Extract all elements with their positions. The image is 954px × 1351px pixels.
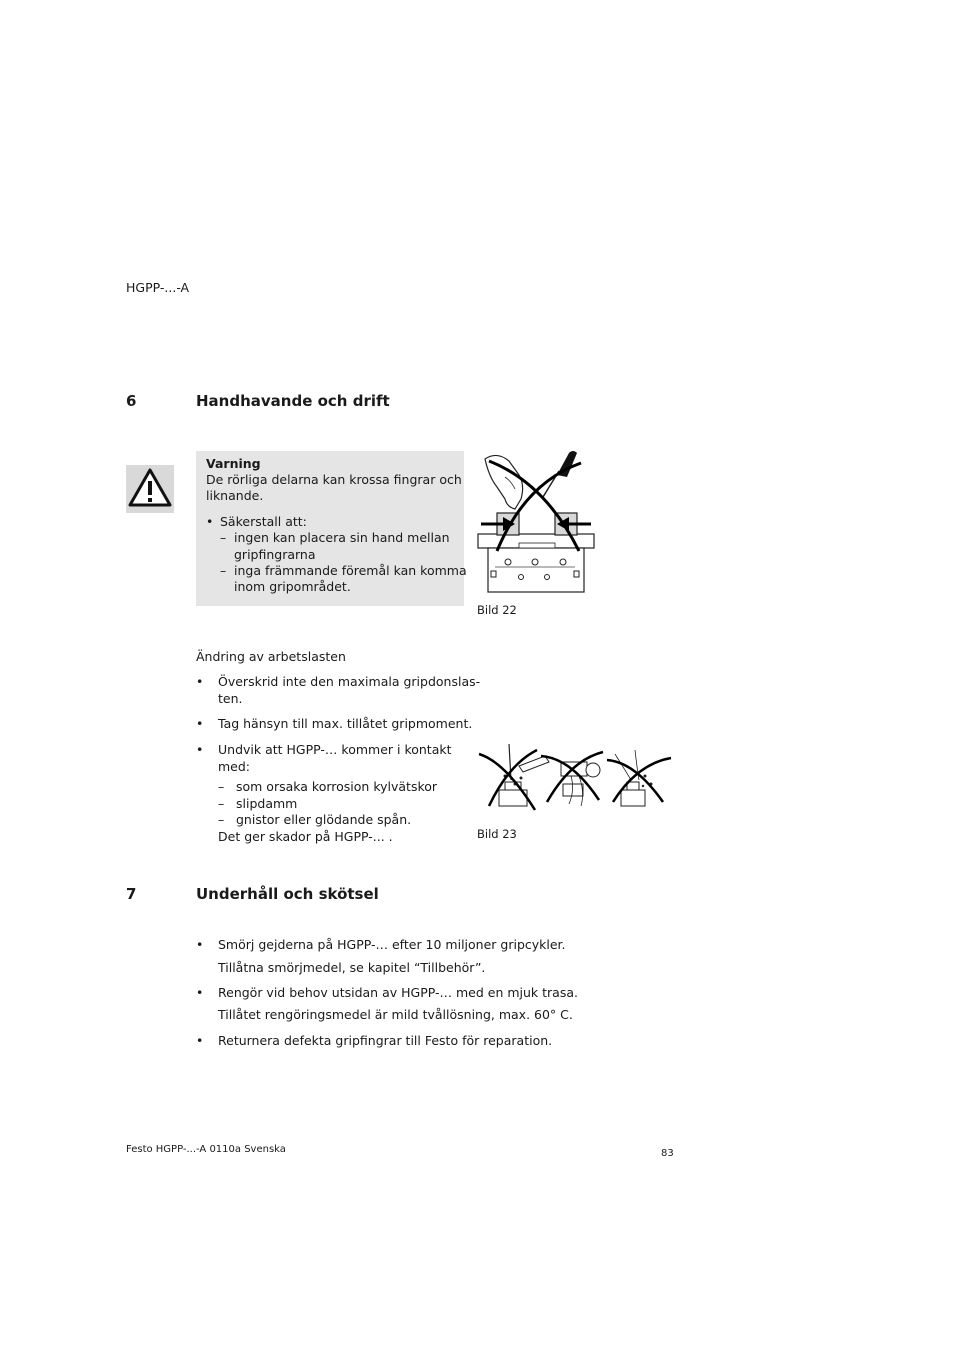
section-7-number: 7 (126, 885, 137, 903)
section-7-title: Underhåll och skötsel (196, 885, 379, 903)
bullet-mark: • (196, 985, 204, 1000)
warning-text-line2: liknande. (206, 488, 264, 503)
dash-mark: – (218, 779, 225, 794)
workload-bullet3-line2: med: (218, 759, 251, 774)
dash-mark: – (218, 812, 225, 827)
bullet-mark: • (196, 742, 204, 757)
bullet-mark: • (206, 514, 214, 529)
dash-mark: – (218, 796, 225, 811)
figure-22-caption: Bild 22 (477, 603, 517, 617)
workload-bullet1-line1: Överskrid inte den maximala gripdonslas- (218, 674, 481, 689)
warning-dash2-line1: inga främmande föremål kan komma (234, 563, 467, 578)
section-6-title: Handhavande och drift (196, 392, 390, 410)
workload-heading: Ändring av arbetslasten (196, 649, 346, 664)
bullet-mark: • (196, 937, 204, 952)
maintenance-bullet2-line2: Tillåtet rengöringsmedel är mild tvållösning, max. 60° C. (218, 1007, 573, 1022)
workload-bullet1-line2: ten. (218, 691, 243, 706)
maintenance-bullet2-line1: Rengör vid behov utsidan av HGPP-… med en mjuk trasa. (218, 985, 578, 1000)
warning-icon (126, 465, 174, 513)
dash-mark: – (220, 563, 227, 578)
workload-note: Det ger skador på HGPP-... . (218, 829, 393, 844)
maintenance-bullet1-line2: Tillåtna smörjmedel, se kapitel “Tillbehör”. (218, 960, 486, 975)
section-6-number: 6 (126, 392, 137, 410)
bullet-mark: • (196, 716, 204, 731)
figure-22-gripper-crush-hazard (475, 447, 600, 595)
workload-dash2: slipdamm (236, 796, 298, 811)
warning-bullet: Säkerstall att: (220, 514, 307, 529)
warning-text-line1: De rörliga delarna kan krossa fingrar och (206, 472, 462, 487)
footer-doc-info: Festo HGPP-...-A 0110a Svenska (126, 1144, 286, 1155)
figure-23-caption: Bild 23 (477, 827, 517, 841)
page-number: 83 (661, 1148, 674, 1159)
warning-dash2-line2: inom gripområdet. (234, 579, 351, 594)
doc-header: HGPP-...-A (126, 280, 190, 295)
bullet-mark: • (196, 1033, 204, 1048)
warning-dash1-line1: ingen kan placera sin hand mellan (234, 530, 450, 545)
workload-dash3: gnistor eller glödande spån. (236, 812, 412, 827)
workload-bullet2: Tag hänsyn till max. tillåtet gripmoment. (218, 716, 473, 731)
maintenance-bullet1-line1: Smörj gejderna på HGPP-… efter 10 miljoner gripcykler. (218, 937, 566, 952)
warning-dash1-line2: gripfingrarna (234, 547, 316, 562)
workload-bullet3-line1: Undvik att HGPP-… kommer i kontakt (218, 742, 452, 757)
warning-title: Varning (206, 456, 261, 471)
bullet-mark: • (196, 674, 204, 689)
workload-dash1: som orsaka korrosion kylvätskor (236, 779, 438, 794)
maintenance-bullet3: Returnera defekta gripfingrar till Festo för reparation. (218, 1033, 553, 1048)
figure-23-contaminants-prohibited (475, 740, 675, 816)
dash-mark: – (220, 530, 227, 545)
